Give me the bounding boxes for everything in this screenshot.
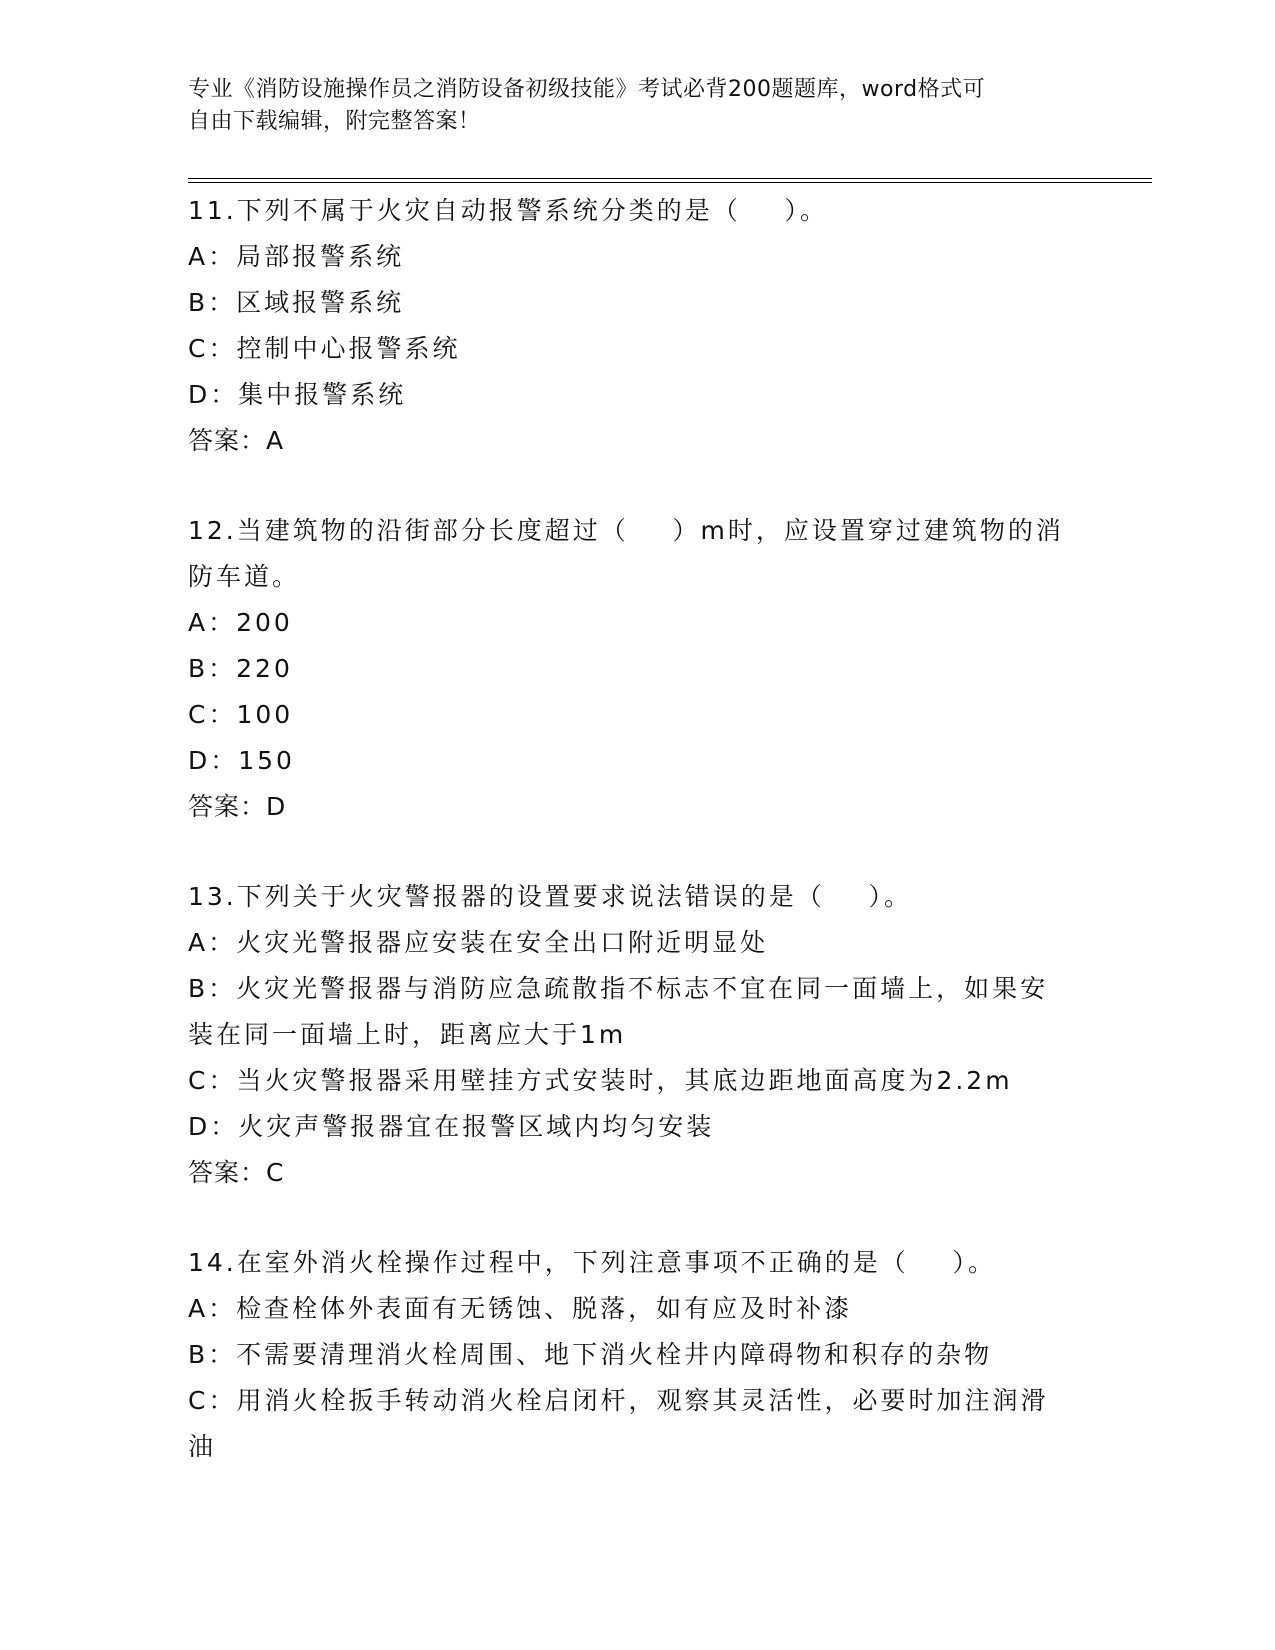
option-c: C：控制中心报警系统 <box>188 334 461 363</box>
question-spacer <box>188 464 1088 508</box>
question-14 <box>188 1240 1088 1470</box>
document-header <box>188 74 1088 138</box>
option-b: B：火灾光警报器与消防应急疏散指不标志不宜在同一面墙上，如果安 <box>188 974 1049 1003</box>
option-a: A：检查栓体外表面有无锈蚀、脱落，如有应及时补漆 <box>188 1294 853 1323</box>
header-line-1: 专业《消防设施操作员之消防设备初级技能》考试必背200题题库，word格式可 <box>188 77 986 102</box>
question-stem: 11.下列不属于火灾自动报警系统分类的是（ ）。 <box>188 196 829 225</box>
option-c: C：100 <box>188 700 294 729</box>
question-11 <box>188 188 1088 464</box>
option-d: D：火灾声警报器宜在报警区域内均匀安装 <box>188 1112 715 1141</box>
option-d: D：150 <box>188 746 295 775</box>
question-stem: 12.当建筑物的沿街部分长度超过（ ）m时，应设置穿过建筑物的消 <box>188 516 1064 545</box>
option-b: B：220 <box>188 654 293 683</box>
option-c-continued: 油 <box>188 1432 217 1461</box>
answer: 答案：A <box>188 426 285 455</box>
option-b-continued: 装在同一面墙上时，距离应大于1m <box>188 1020 627 1049</box>
question-stem: 14.在室外消火栓操作过程中，下列注意事项不正确的是（ ）。 <box>188 1248 997 1277</box>
option-b: B：区域报警系统 <box>188 288 405 317</box>
answer: 答案：D <box>188 792 287 821</box>
question-stem-continued: 防车道。 <box>188 562 301 591</box>
question-spacer <box>188 830 1088 874</box>
header-divider-top <box>188 178 1152 179</box>
option-a: A：火灾光警报器应安装在安全出口附近明显处 <box>188 928 769 957</box>
header-divider-bottom <box>188 182 1152 183</box>
question-12 <box>188 508 1088 830</box>
question-13 <box>188 874 1088 1196</box>
option-a: A：局部报警系统 <box>188 242 405 271</box>
option-d: D：集中报警系统 <box>188 380 407 409</box>
option-c: C：当火灾警报器采用壁挂方式安装时，其底边距地面高度为2.2m <box>188 1066 1013 1095</box>
option-b: B：不需要清理消火栓周围、地下消火栓井内障碍物和积存的杂物 <box>188 1340 993 1369</box>
answer: 答案：C <box>188 1158 285 1187</box>
question-list <box>188 188 1088 1470</box>
option-a: A：200 <box>188 608 293 637</box>
question-spacer <box>188 1196 1088 1240</box>
option-c: C：用消火栓扳手转动消火栓启闭杆，观察其灵活性，必要时加注润滑 <box>188 1386 1049 1415</box>
question-stem: 13.下列关于火灾警报器的设置要求说法错误的是（ ）。 <box>188 882 913 911</box>
header-line-2: 自由下载编辑，附完整答案！ <box>188 109 481 134</box>
